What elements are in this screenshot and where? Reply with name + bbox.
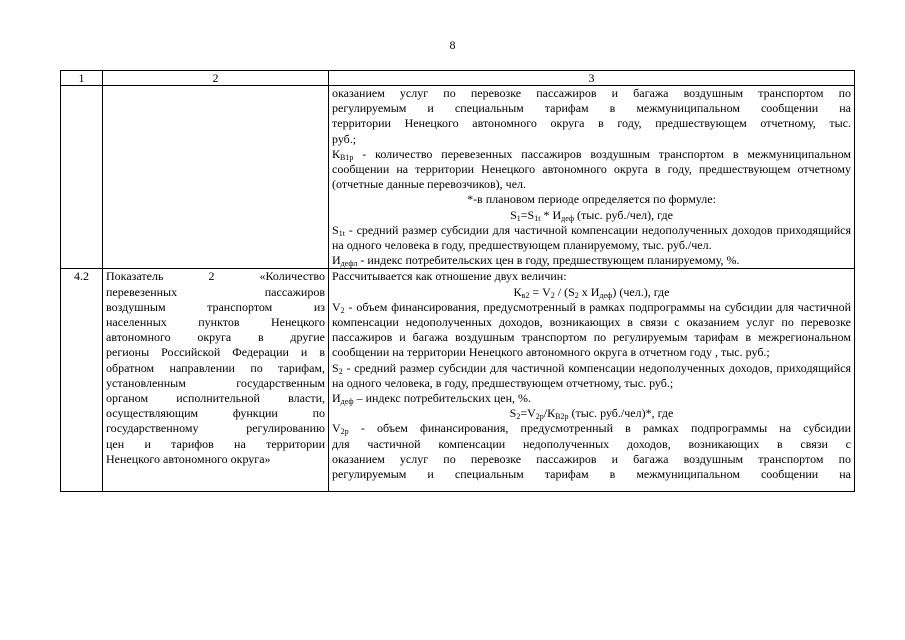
- row1-name-cell: [103, 86, 329, 269]
- index-definition: $И_{дефл}$ - индекс потребительских цен в году, предшествующем планируемому, %.: [332, 253, 740, 269]
- cut-off-continuation: [332, 482, 851, 491]
- text-line: воздушным транспортом из: [106, 299, 325, 314]
- index-definition-2: $И_{деф}$ – индекс потребительских цен, %.: [332, 391, 531, 407]
- row1-lines: [332, 86, 851, 147]
- s1t-definition: $S_{1t}$ - средний размер субсидии для частичной компенсации недополученных доходов приходящийся на одного человека в году, предшествующем планируемому, тыс. руб./чел.: [332, 222, 851, 253]
- table-header-row: [61, 71, 855, 86]
- text-line: регулируемым и специальным тарифам в межмуниципальном сообщении на: [332, 467, 851, 482]
- page-number: 8: [449, 38, 456, 52]
- text-line: $V_{2р}$ - объем финансирования, предусмотренный в рамках подпрограммы на субсидии: [332, 421, 851, 437]
- s2-definition: $S_2$ - средний размер субсидии для частичной компенсации недополученных доходов, приходящийся на одного человека, в году, предшествующем отчетному, тыс. руб.;: [332, 360, 851, 390]
- method-intro: Рассчитывается как отношение двух величин:: [332, 269, 567, 284]
- text-line: автономного округа в другие: [106, 330, 325, 345]
- plan-note: *-в плановом периоде определяется по формуле:: [467, 192, 716, 207]
- text-line: Показатель 2 «Количество: [106, 269, 325, 284]
- text-line: обратном направлении по тарифам,: [106, 360, 325, 375]
- document-table: [60, 70, 855, 492]
- text-line: регулируемым и специальным тарифам в межмуниципальном сообщении на: [332, 101, 851, 116]
- header-col-1: 1: [61, 71, 103, 86]
- header-col-2: 2: [103, 71, 329, 86]
- text-line: Ненецкого автономного округа»: [106, 451, 271, 466]
- row1-method-cell: [329, 86, 855, 269]
- kv1p-definition: $К_{В1р}$ - количество перевезенных пассажиров воздушным транспортом в межмуниципальном сообщении на территории Ненецкого автономного округа в году, предшествующем отчетному (отчетные данные перевозчиков), чел.: [332, 146, 851, 192]
- row2-name-cell: [103, 269, 329, 492]
- text-line: регионы Российской Федерации и в: [106, 345, 325, 360]
- formula-k2: $К_{в2} = V_2 / (S_2$ x $И_{деф}$) (чел.), где: [513, 284, 670, 300]
- text-line: территории Ненецкого автономного округа в году, предшествующем отчетному, тыс.: [332, 116, 851, 131]
- row1-number-cell: [61, 86, 103, 269]
- header-col-3: 3: [329, 71, 855, 86]
- text-line: населенных пунктов Ненецкого: [106, 315, 325, 330]
- text-line: установленным государственным: [106, 375, 325, 390]
- table-row-4-2: [61, 269, 855, 492]
- row2-number: 4.2: [61, 269, 103, 492]
- text-line: оказанием услуг по перевозке пассажиров и багажа воздушным транспортом по: [332, 86, 851, 100]
- table-row-continuation: [61, 86, 855, 269]
- text-line: цен и тарифов на территории: [106, 436, 325, 451]
- text-line: осуществляющим функции по: [106, 406, 325, 421]
- v2-definition: $V_2$ - объем финансирования, предусмотренный в рамках подпрограммы на субсидии для частичной компенсации недополученных доходов, возникающих в связи с оказанием услуг по перевозке пассажиров и багажа воздушным транспортом по регулируемым тарифам в межрегиональном сообщении на территории Ненецкого автономного округа в отчетном году , тыс. руб.;: [332, 299, 851, 360]
- formula-s2: $S_2=V_{2р}/К_{В2р}$ (тыс. руб./чел)*, где: [509, 406, 674, 422]
- text-line: оказанием услуг по перевозке пассажиров и багажа воздушным транспортом по: [332, 451, 851, 466]
- text-line: руб.;: [332, 131, 357, 146]
- text-line: органом исполнительной власти,: [106, 391, 325, 406]
- text-line: перевезенных пассажиров: [106, 284, 325, 299]
- v2p-definition: [332, 421, 851, 482]
- row2-method-cell: [329, 269, 855, 492]
- text-line: для частичной компенсации недополученных доходов, возникающих в связи с: [332, 436, 851, 451]
- indicator-name: [106, 269, 325, 467]
- text-line: государственному регулированию: [106, 421, 325, 436]
- formula-s1: $S_1=S_{1t} * И_{деф}$ (тыс. руб./чел), где: [510, 207, 673, 223]
